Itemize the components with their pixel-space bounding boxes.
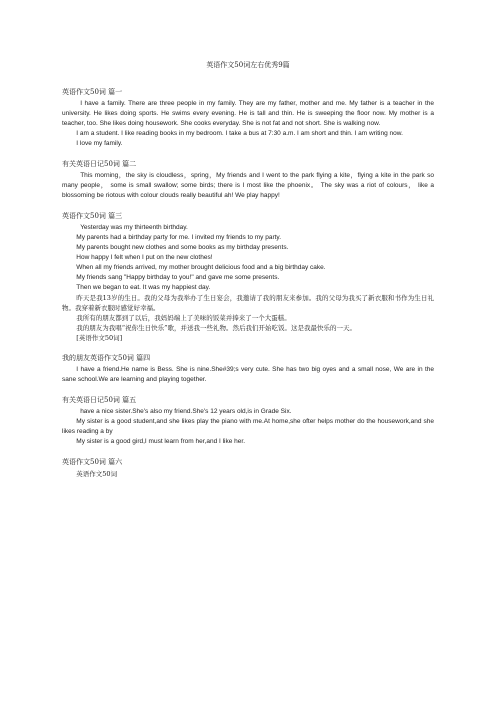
paragraph: 英语作文50词 — [76, 470, 118, 478]
paragraph: When all my friends arrived, my mother brought delicious food and a big birthday cake. — [76, 264, 326, 271]
paragraph: My parents had a birthday party for me. I invited my friends to my party. — [76, 234, 282, 241]
paragraph: I have a friend.He name is Bess. She is nine.She#39;s very cute. She has two big oyes and a small nose, We are in the sane school.We are learning and playing together. — [62, 366, 434, 383]
section-3 — [62, 211, 434, 343]
paragraph: [英语作文50词] — [76, 334, 123, 342]
paragraph: I love my family. — [76, 140, 123, 147]
section-heading: 有关英语日记50词 篇五 — [62, 396, 137, 404]
section-heading: 英语作文50词 篇三 — [62, 212, 123, 220]
section-2 — [62, 159, 434, 201]
paragraph: How happy I felt when I put on the new clothes! — [76, 254, 213, 261]
paragraph: Yesterday was my thirteenth birthday. — [80, 224, 188, 231]
section-heading: 有关英语日记50词 篇二 — [62, 160, 137, 168]
paragraph: 我的朋友为我唱“祝你生日快乐”歌，并送我一些礼物。然后我们开始吃饭。这是我最快乐的一天。 — [76, 324, 356, 332]
paragraph: 我所有的朋友都到了以后，我妈妈端上了美味的饭菜并捧来了一个大蛋糕。 — [76, 314, 291, 322]
paragraph: I am a student. I like reading books in my bedroom. I take a bus at 7:30 a.m. I am short and thin. I am writing now. — [76, 130, 403, 137]
section-heading: 我的朋友英语作文50词 篇四 — [62, 354, 151, 362]
paragraph: 昨天是我13岁的生日。我的父母为我举办了生日宴会，我邀请了我的朋友来参加。我的父母为我买了新衣服和书作为生日礼物。我穿着新衣服时感觉好幸福。 — [62, 294, 434, 312]
paragraph: I have a family. There are three people in my family. They are my father, mother and me. My father is a teacher in the university. He likes doing sports. He swims every evening. He is tall and thin. He is sweeping the floor now. My mother is a teacher, too. She likes doing housework. She cooks everyday. She is not fat and not short. She is walking now. — [62, 100, 434, 127]
section-1 — [62, 87, 434, 149]
paragraph: My sister is a good gird,I must learn from her,and I like her. — [76, 438, 246, 445]
paragraph: This morning，the sky is cloudless，spring，My friends and I went to the park flying a kite，flying a kite in the park so many people， some is small swallow; some birds; there is I most like the phoenix。 The sky was a riot of colours， like a blossoming be riotous with colour clouds really beautiful ah! We play happy! — [62, 172, 434, 199]
paragraph: My friends sang "Happy birthday to you!" and gave me some presents. — [76, 274, 280, 281]
section-4 — [62, 353, 434, 385]
document-title: 英语作文50词左右优秀9篇 — [206, 61, 290, 69]
paragraph: Then we began to eat. It was my happiest day. — [76, 284, 211, 291]
section-heading: 英语作文50词 篇一 — [62, 88, 123, 96]
paragraph: have a nice sister.She's also my friend.She's 12 years old,is in Grade Six. — [80, 408, 292, 415]
section-6 — [62, 457, 434, 479]
section-5 — [62, 395, 434, 447]
paragraph: My parents bought new clothes and some books as my birthday presents. — [76, 244, 289, 251]
section-heading: 英语作文50词 篇六 — [62, 458, 123, 466]
paragraph: My sister is a good student,and she likes play the piano with me.At home,she ofter helps mother do the housework,and she likes reading a by — [62, 418, 434, 435]
